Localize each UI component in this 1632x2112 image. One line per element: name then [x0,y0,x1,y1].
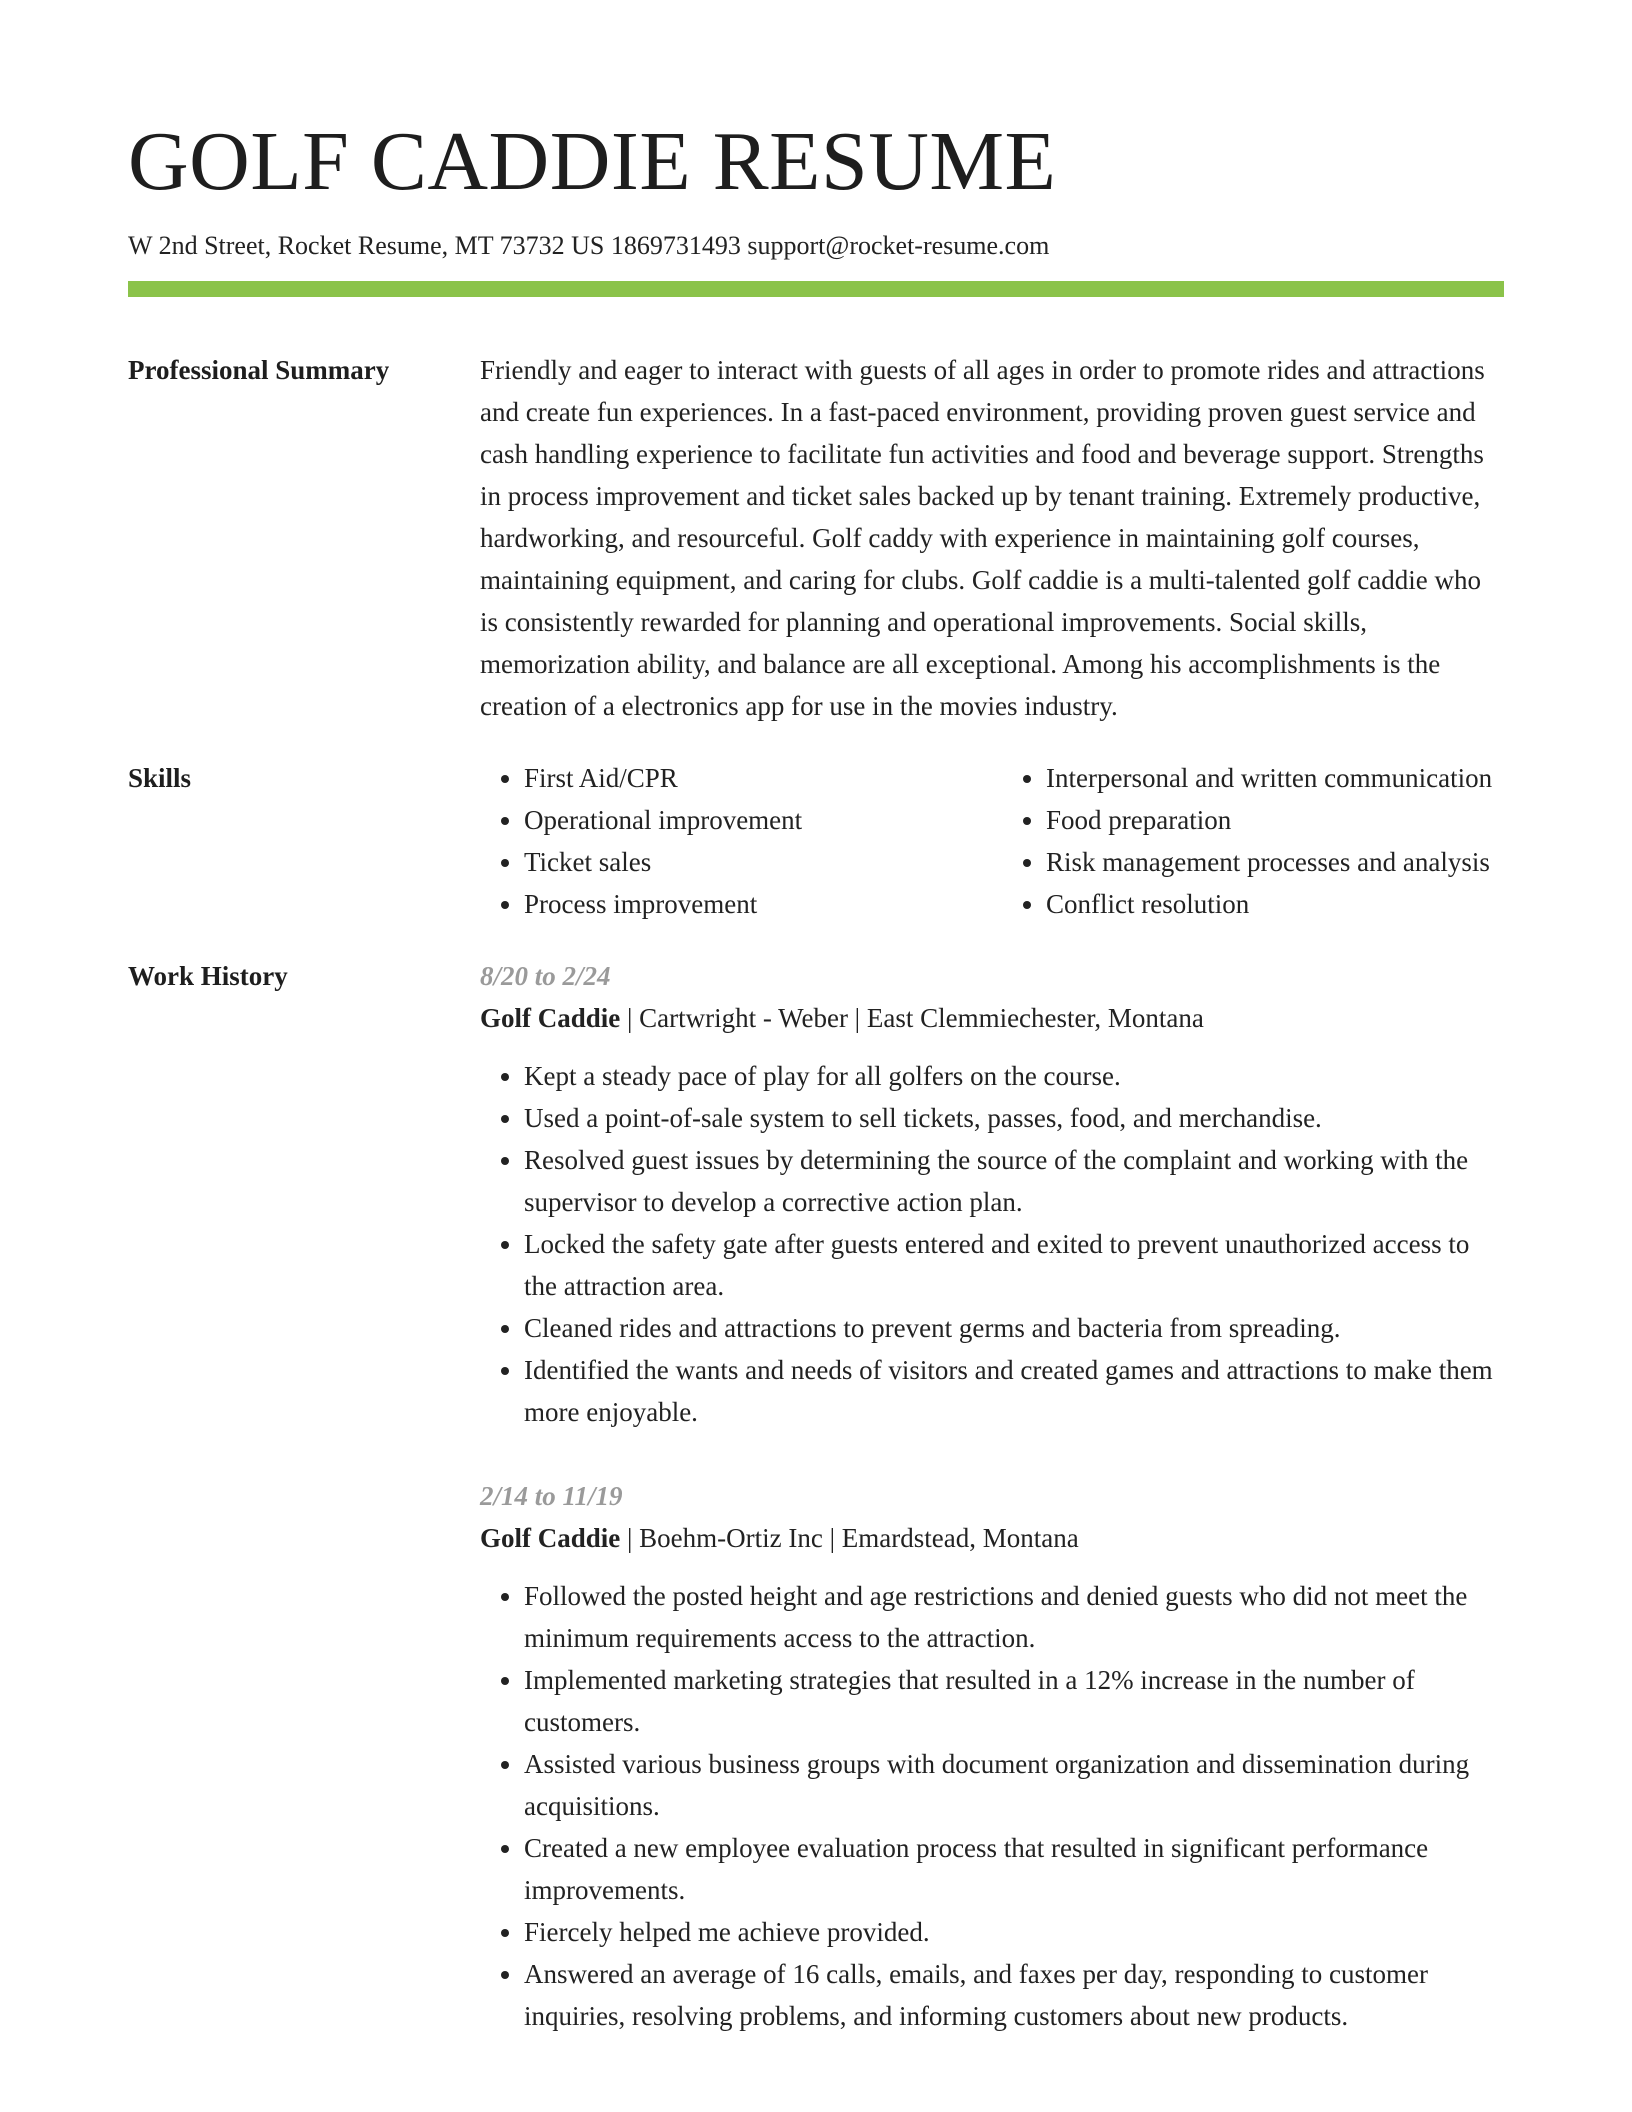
job-bullet: • Cleaned rides and attractions to prevent germs and bacteria from spreading. [524,1307,1504,1349]
job-bullet: • Fiercely helped me achieve provided. [524,1911,1504,1953]
job-bullet: • Kept a steady pace of play for all golfers on the course. [524,1055,1504,1097]
skills-grid [480,757,1504,925]
contact-email: support@rocket-resume.com [747,231,1050,260]
skill-item: • Food preparation [1046,799,1504,841]
header-divider [128,281,1504,297]
skill-item: • Interpersonal and written communication [1046,757,1504,799]
skill-item: • First Aid/CPR [524,757,982,799]
job-bullet: • Implemented marketing strategies that resulted in a 12% increase in the number of customers. [524,1659,1504,1743]
skills-list-left [480,757,982,925]
job-details: | Boehm-Ortiz Inc | Emardstead, Montana [620,1523,1079,1554]
skills-list-right [1002,757,1504,925]
job-title: Golf Caddie [480,1523,621,1554]
resume-title: GOLF CADDIE RESUME [128,115,1057,208]
summary-section [128,349,1504,727]
contact-phone: 1869731493 [610,231,741,260]
job-title: Golf Caddie [480,1003,621,1034]
work-history-heading: Work History [128,961,288,992]
job-bullet: • Locked the safety gate after guests entered and exited to prevent unauthorized access to the attraction area. [524,1223,1504,1307]
job-bullets [480,1575,1504,2037]
skill-item: • Process improvement [524,883,982,925]
skill-item: • Ticket sales [524,841,982,883]
job-bullet: • Answered an average of 16 calls, emails, and faxes per day, responding to customer inquiries, resolving problems, and informing customers about new products. [524,1953,1504,2037]
contact-address: W 2nd Street, Rocket Resume, MT 73732 US [128,231,605,260]
job-heading [480,997,1504,1039]
job-entry [480,1475,1504,2037]
job-bullet: • Created a new employee evaluation process that resulted in significant performance improvements. [524,1827,1504,1911]
contact-line [128,230,1504,261]
job-dates: 8/20 to 2/24 [480,961,611,992]
job-details: | Cartwright - Weber | East Clemmiechester, Montana [620,1003,1204,1034]
job-bullets [480,1055,1504,1433]
job-heading [480,1517,1504,1559]
job-bullet: • Resolved guest issues by determining the source of the complaint and working with the supervisor to develop a corrective action plan. [524,1139,1504,1223]
work-history-list [480,955,1504,2079]
summary-heading: Professional Summary [128,355,390,386]
job-dates: 2/14 to 11/19 [480,1481,623,1512]
job-bullet: • Assisted various business groups with document organization and dissemination during acquisitions. [524,1743,1504,1827]
skill-item: • Conflict resolution [1046,883,1504,925]
job-bullet: • Followed the posted height and age restrictions and denied guests who did not meet the minimum requirements access to the attraction. [524,1575,1504,1659]
summary-text: Friendly and eager to interact with guests of all ages in order to promote rides and attractions and create fun experiences. In a fast-paced environment, providing proven guest service and cash handling experience to facilitate fun activities and food and beverage support. Strengths in process improvement and ticket sales backed up by tenant training. Extremely productive, hardworking, and resourceful. Golf caddy with experience in maintaining golf courses, maintaining equipment, and caring for clubs. Golf caddie is a multi-talented golf caddie who is consistently rewarded for planning and operational improvements. Social skills, memorization ability, and balance are all exceptional. Among his accomplishments is the creation of a electronics app for use in the movies industry. [480,355,1485,722]
job-bullet: • Identified the wants and needs of visitors and created games and attractions to make them more enjoyable. [524,1349,1504,1433]
skill-item: • Operational improvement [524,799,982,841]
skills-section [128,757,1504,925]
skill-item: • Risk management processes and analysis [1046,841,1504,883]
skills-heading: Skills [128,763,192,794]
work-history-section [128,955,1504,2079]
job-entry [480,955,1504,1433]
job-bullet: • Used a point-of-sale system to sell tickets, passes, food, and merchandise. [524,1097,1504,1139]
